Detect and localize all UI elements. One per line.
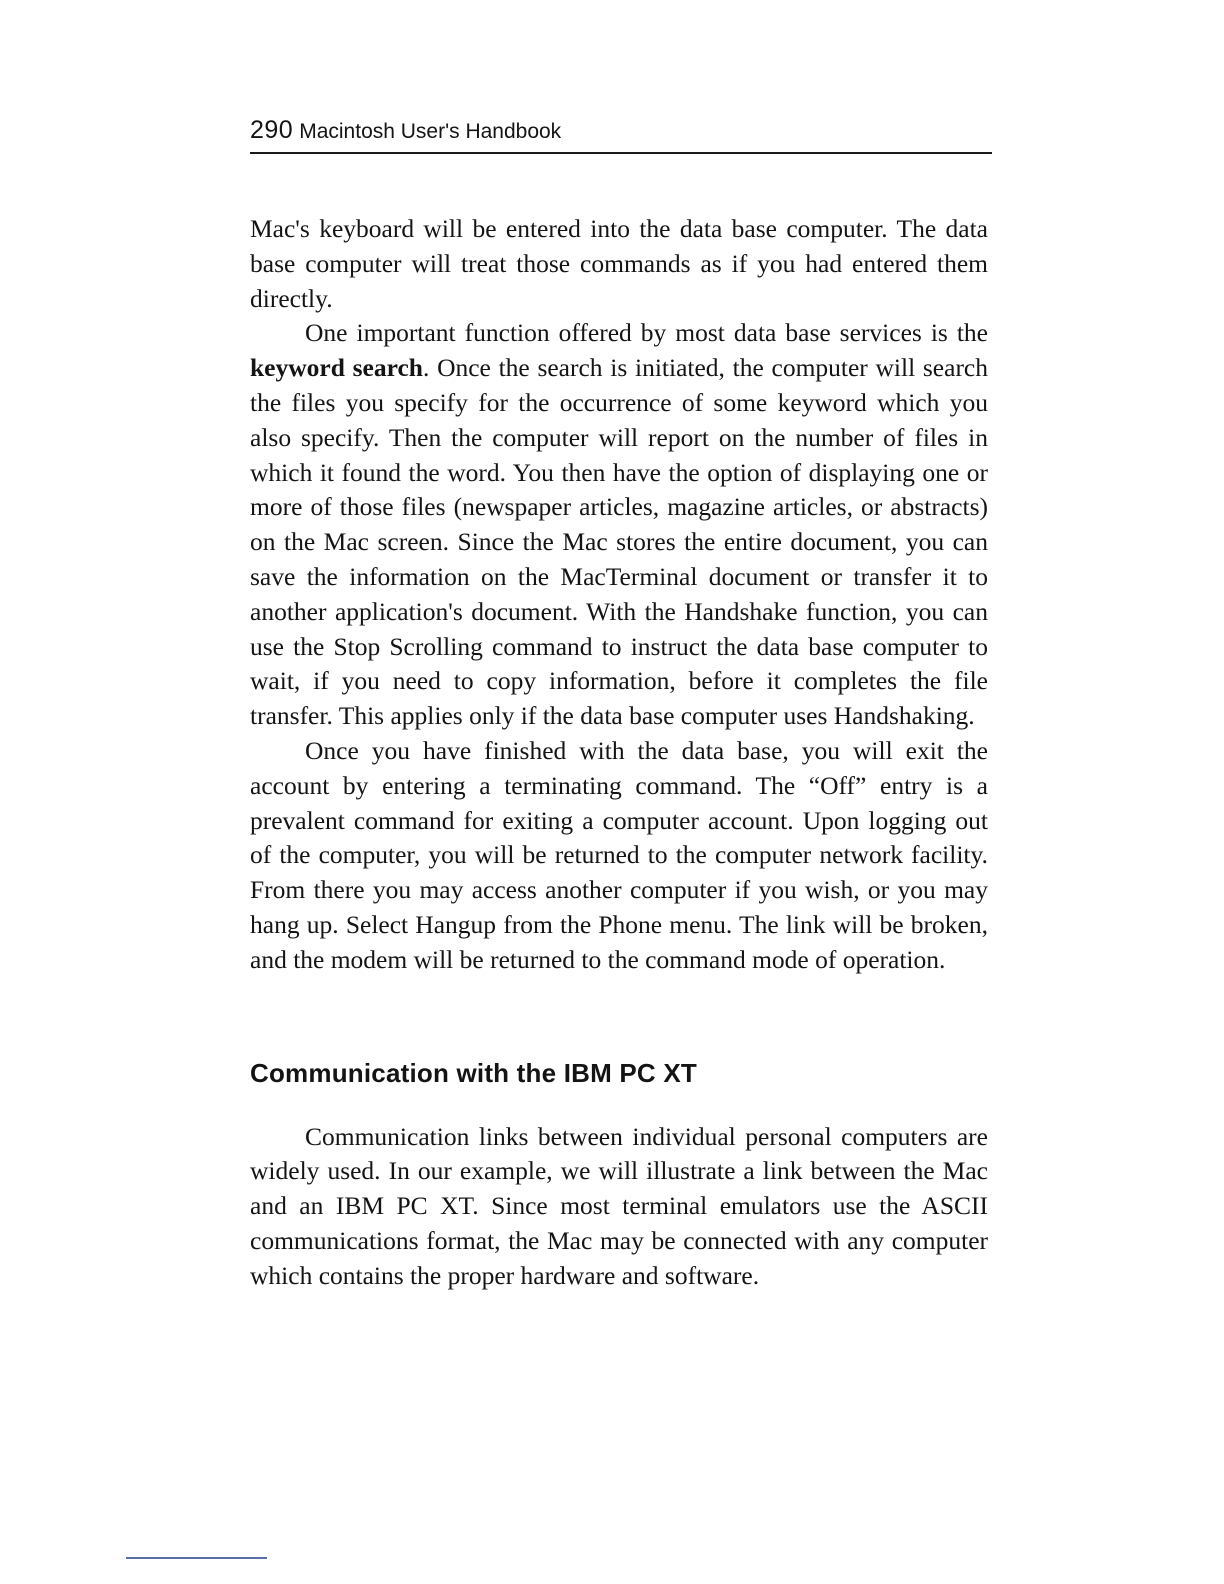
page-number: 290 <box>250 116 294 144</box>
paragraph-continued: Mac's keyboard will be entered into the data base computer. The data base computer will treat those commands as if you had entered them directly. <box>250 214 988 313</box>
paragraph-text: One important function offered by most data base services is the <box>305 318 988 348</box>
running-header <box>250 116 992 154</box>
bold-term: keyword search <box>250 353 423 383</box>
heading-spacer <box>250 1090 988 1120</box>
paragraph-communication-links: Communication links between individual personal computers are widely used. In our example, we will illustrate a link between the Mac and an IBM PC XT. Since most terminal emulators use the ASCII communications format, the Mac may be connected with any computer which contains the proper hardware and software. <box>250 1121 988 1290</box>
book-title: Macintosh User's Handbook <box>299 120 562 143</box>
footnote-rule <box>126 1557 267 1559</box>
paragraph-keyword-search <box>250 316 988 734</box>
section-heading: Communication with the IBM PC XT <box>250 1057 697 1088</box>
paragraph-text: . Once the search is initiated, the computer will search the files you specify for the occurrence of some keyword which you also specify. Then the computer will report on the number of files in which it found the word. You then have the option of displaying one or more of those files (newspaper articles, magazine articles, or abstracts) on the Mac screen. Since the Mac stores the entire document, you can save the information on the MacTerminal document or transfer it to another application's document. With the Handshake function, you can use the Stop Scrolling command to instruct the data base computer to wait, if you need to copy information, before it completes the file transfer. This applies only if the data base computer uses Handshaking. <box>250 353 989 731</box>
section-spacer <box>250 978 988 1056</box>
paragraph-exit-account: Once you have finished with the data base, you will exit the account by entering a terminating command. The “Off” entry is a prevalent command for exiting a computer account. Upon logging out of the computer, you will be returned to the computer network facility. From there you may access another computer if you wish, or you may hang up. Select Hangup from the Phone menu. The link will be broken, and the modem will be returned to the command mode of operation. <box>250 735 988 974</box>
body-text <box>250 212 988 1294</box>
